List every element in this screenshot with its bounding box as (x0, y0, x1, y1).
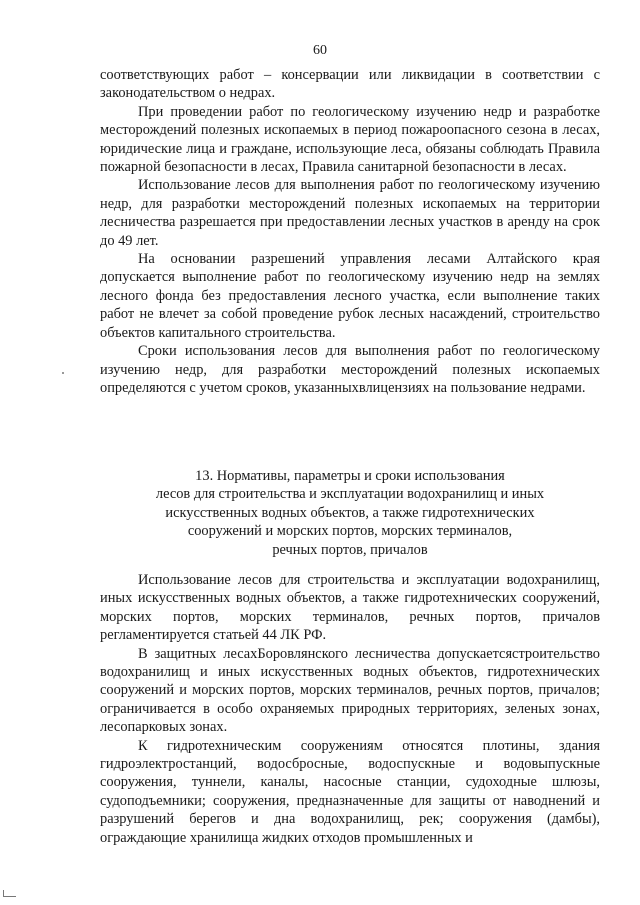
text-block-bottom (100, 571, 600, 847)
paragraph-license-terms: Сроки использования лесов для выполнения работ по геологическому изучению недр, для разработки месторождений полезных ископаемых определяются с учетом сроков, указанныхвлицензиях на пользование недрами. (100, 343, 600, 396)
scan-corner-mark (3, 890, 16, 897)
text-block-top (100, 66, 600, 397)
section-heading (100, 467, 600, 559)
paragraph-continuation: соответствующих работ – консервации или ликвидации в соответствии с законодательством о недрах. (100, 67, 600, 102)
scan-artifact-dot (62, 372, 64, 374)
paragraph-permission: На основании разрешений управления лесами Алтайского края допускается выполнение работ по геологическому изучению недр на землях лесного фонда без предоставления лесного участка, если выполнение таких работ не влечет за собой проведение рубок лесных насаждений, строительство объектов капитального строительства. (100, 251, 600, 341)
paragraph-fire-safety: При проведении работ по геологическому изучению недр и разработке месторождений полезных ископаемых в период пожароопасного сезона в лесах, юридические лица и граждане, использующие леса, обязаны соблюдать Правила пожарной безопасности в лесах, Правила санитарной безопасности в лесах. (100, 103, 600, 176)
section-heading-line: 13. Нормативы, параметры и сроки использования (195, 468, 505, 484)
paragraph-lease-term: Использование лесов для выполнения работ по геологическому изучению недр, для разработки месторождений полезных ископаемых на территории лесничества разрешается при предоставлении лесных участков в аренду на срок до 49 лет. (100, 177, 600, 249)
section-heading-line: речных портов, причалов (272, 541, 428, 558)
page-number: 60 (313, 43, 327, 58)
section-heading-line: лесов для строительства и эксплуатации водохранилищ и иных (155, 486, 545, 503)
paragraph-hydro-structures: К гидротехническим сооружениям относятся плотины, здания гидроэлектростанций, водосбросные, водоспускные и водовыпускные сооружения, туннели, каналы, насосные станции, судоходные шлюзы, судоподъемники; сооружения, предназначенные для защиты от наводнений и разрушений берегов и дна водохранилищ, рек; сооружения (дамбы), ограждающие хранилища жидких отходов промышленных и (100, 737, 600, 846)
section-heading-line: сооружений и морских портов, морских терминалов, (187, 523, 513, 540)
paragraph-protective-forests: В защитных лесахБоровлянского лесничества допускаетсястроительство водохранилищ и иных искусственных водных объектов, гидротехнических сооружений и морских портов, морских терминалов, речных портов, причалов; ограничивается в особо охраняемых природных территориях, зеленых зонах, лесопарковых зонах. (100, 645, 600, 736)
section-heading-line: искусственных водных объектов, а также гидротехнических (165, 504, 535, 521)
paragraph-regulation: Использование лесов для строительства и эксплуатации водохранилищ, иных искусственных водных объектов, а также гидротехнических сооружений, морских портов, морских терминалов, речных портов, причалов регламентируется статьей 44 ЛК РФ. (100, 572, 600, 644)
